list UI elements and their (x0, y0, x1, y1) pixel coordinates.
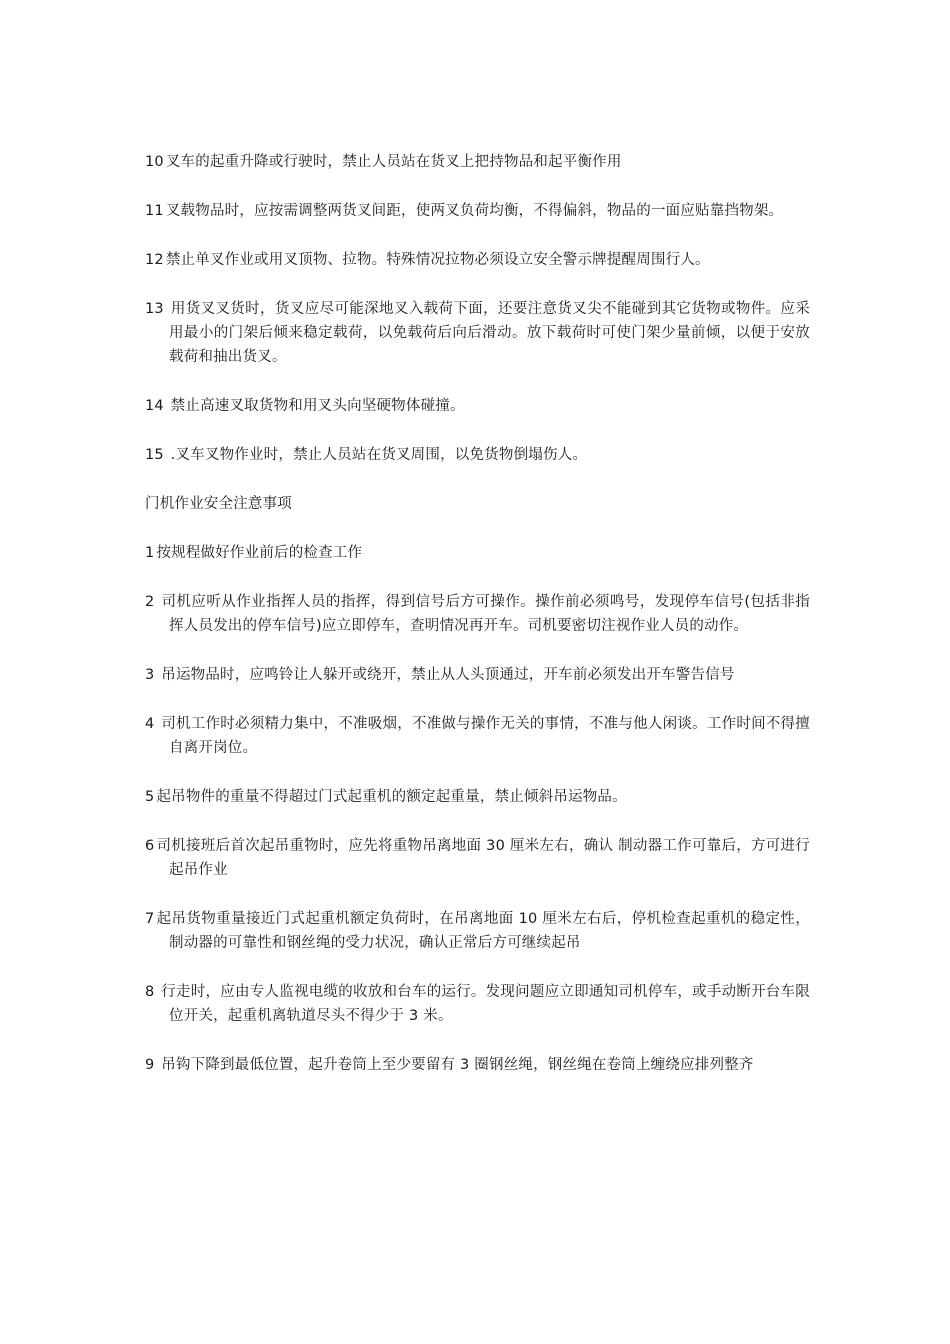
item-text: 叉载物品时，应按需调整两货叉间距，使两叉负荷均衡，不得偏斜，物品的一面应贴靠挡物架。 (165, 203, 784, 219)
section-title: 门机作业安全注意事项 (145, 496, 292, 512)
item-text: .叉车叉物作业时，禁止人员站在货叉周围，以免货物倒塌伤人。 (165, 447, 588, 463)
list-item (145, 541, 810, 565)
item-number: 8 (145, 984, 155, 1000)
item-text: 行走时，应由专人监视电缆的收放和台车的运行。发现问题应立即通知司机停车，或手动断开台车限位开关，起重机离轨道尽头不得少于 3 米。 (156, 984, 810, 1024)
item-number: 10 (145, 154, 164, 170)
list-item (145, 248, 810, 272)
item-number: 9 (145, 1057, 155, 1073)
item-text: 起吊物件的重量不得超过门式起重机的额定起重量，禁止倾斜吊运物品。 (156, 789, 627, 805)
list-item (145, 394, 810, 418)
item-text: 司机应听从作业指挥人员的指挥，得到信号后方可操作。操作前必须鸣号，发现停车信号(包括非指挥人员发出的停车信号)应立即停车，查明情况再开车。司机要密切注视作业人员的动作。 (156, 594, 810, 634)
item-text: 司机接班后首次起吊重物时，应先将重物吊离地面 30 厘米左右，确认 制动器工作可靠后，方可进行起吊作业 (156, 838, 810, 878)
list-item (145, 297, 810, 369)
list-item (145, 980, 810, 1028)
item-text: 用货叉叉货时，货叉应尽可能深地叉入载荷下面，还要注意货叉尖不能碰到其它货物或物件。应采用最小的门架后倾来稳定载荷，以免载荷后向后滑动。放下载荷时可使门架少量前倾，以便于安放载荷和抽出货叉。 (165, 301, 810, 365)
list-item (145, 1053, 810, 1077)
list-item (145, 785, 810, 809)
item-number: 5 (145, 789, 155, 805)
item-number: 13 (145, 301, 164, 317)
item-number: 7 (145, 911, 155, 927)
document-body (145, 150, 810, 1102)
list-item (145, 834, 810, 882)
list-item (145, 443, 810, 467)
item-number: 4 (145, 716, 155, 732)
item-number: 14 (145, 398, 164, 414)
item-number: 1 (145, 545, 155, 561)
item-text: 起吊货物重量接近门式起重机额定负荷时，在吊离地面 10 厘米左右后，停机检查起重机的稳定性，制动器的可靠性和钢丝绳的受力状况，确认正常后方可继续起吊 (156, 911, 810, 951)
list-item (145, 663, 810, 687)
item-number: 3 (145, 667, 155, 683)
list-item (145, 150, 810, 174)
list-item (145, 907, 810, 955)
item-text: 司机工作时必须精力集中，不准吸烟，不准做与操作无关的事情，不准与他人闲谈。工作时间不得擅自离开岗位。 (156, 716, 810, 756)
item-number: 6 (145, 838, 155, 854)
item-number: 15 (145, 447, 164, 463)
item-text: 禁止高速叉取货物和用叉头向坚硬物体碰撞。 (165, 398, 465, 414)
list-item (145, 199, 810, 223)
item-text: 吊钩下降到最低位置，起升卷筒上至少要留有 3 圈钢丝绳，钢丝绳在卷筒上缠绕应排列整齐 (156, 1057, 754, 1073)
item-text: 吊运物品时，应鸣铃让人躲开或绕开，禁止从人头顶通过，开车前必须发出开车警告信号 (156, 667, 735, 683)
item-number: 11 (145, 203, 164, 219)
item-text: 禁止单叉作业或用叉顶物、拉物。特殊情况拉物必须设立安全警示牌提醒周围行人。 (165, 252, 710, 268)
list-item (145, 590, 810, 638)
list-item (145, 712, 810, 760)
item-number: 2 (145, 594, 155, 610)
item-text: 叉车的起重升降或行驶时，禁止人员站在货叉上把持物品和起平衡作用 (165, 154, 622, 170)
item-text: 按规程做好作业前后的检查工作 (156, 545, 363, 561)
item-number: 12 (145, 252, 164, 268)
